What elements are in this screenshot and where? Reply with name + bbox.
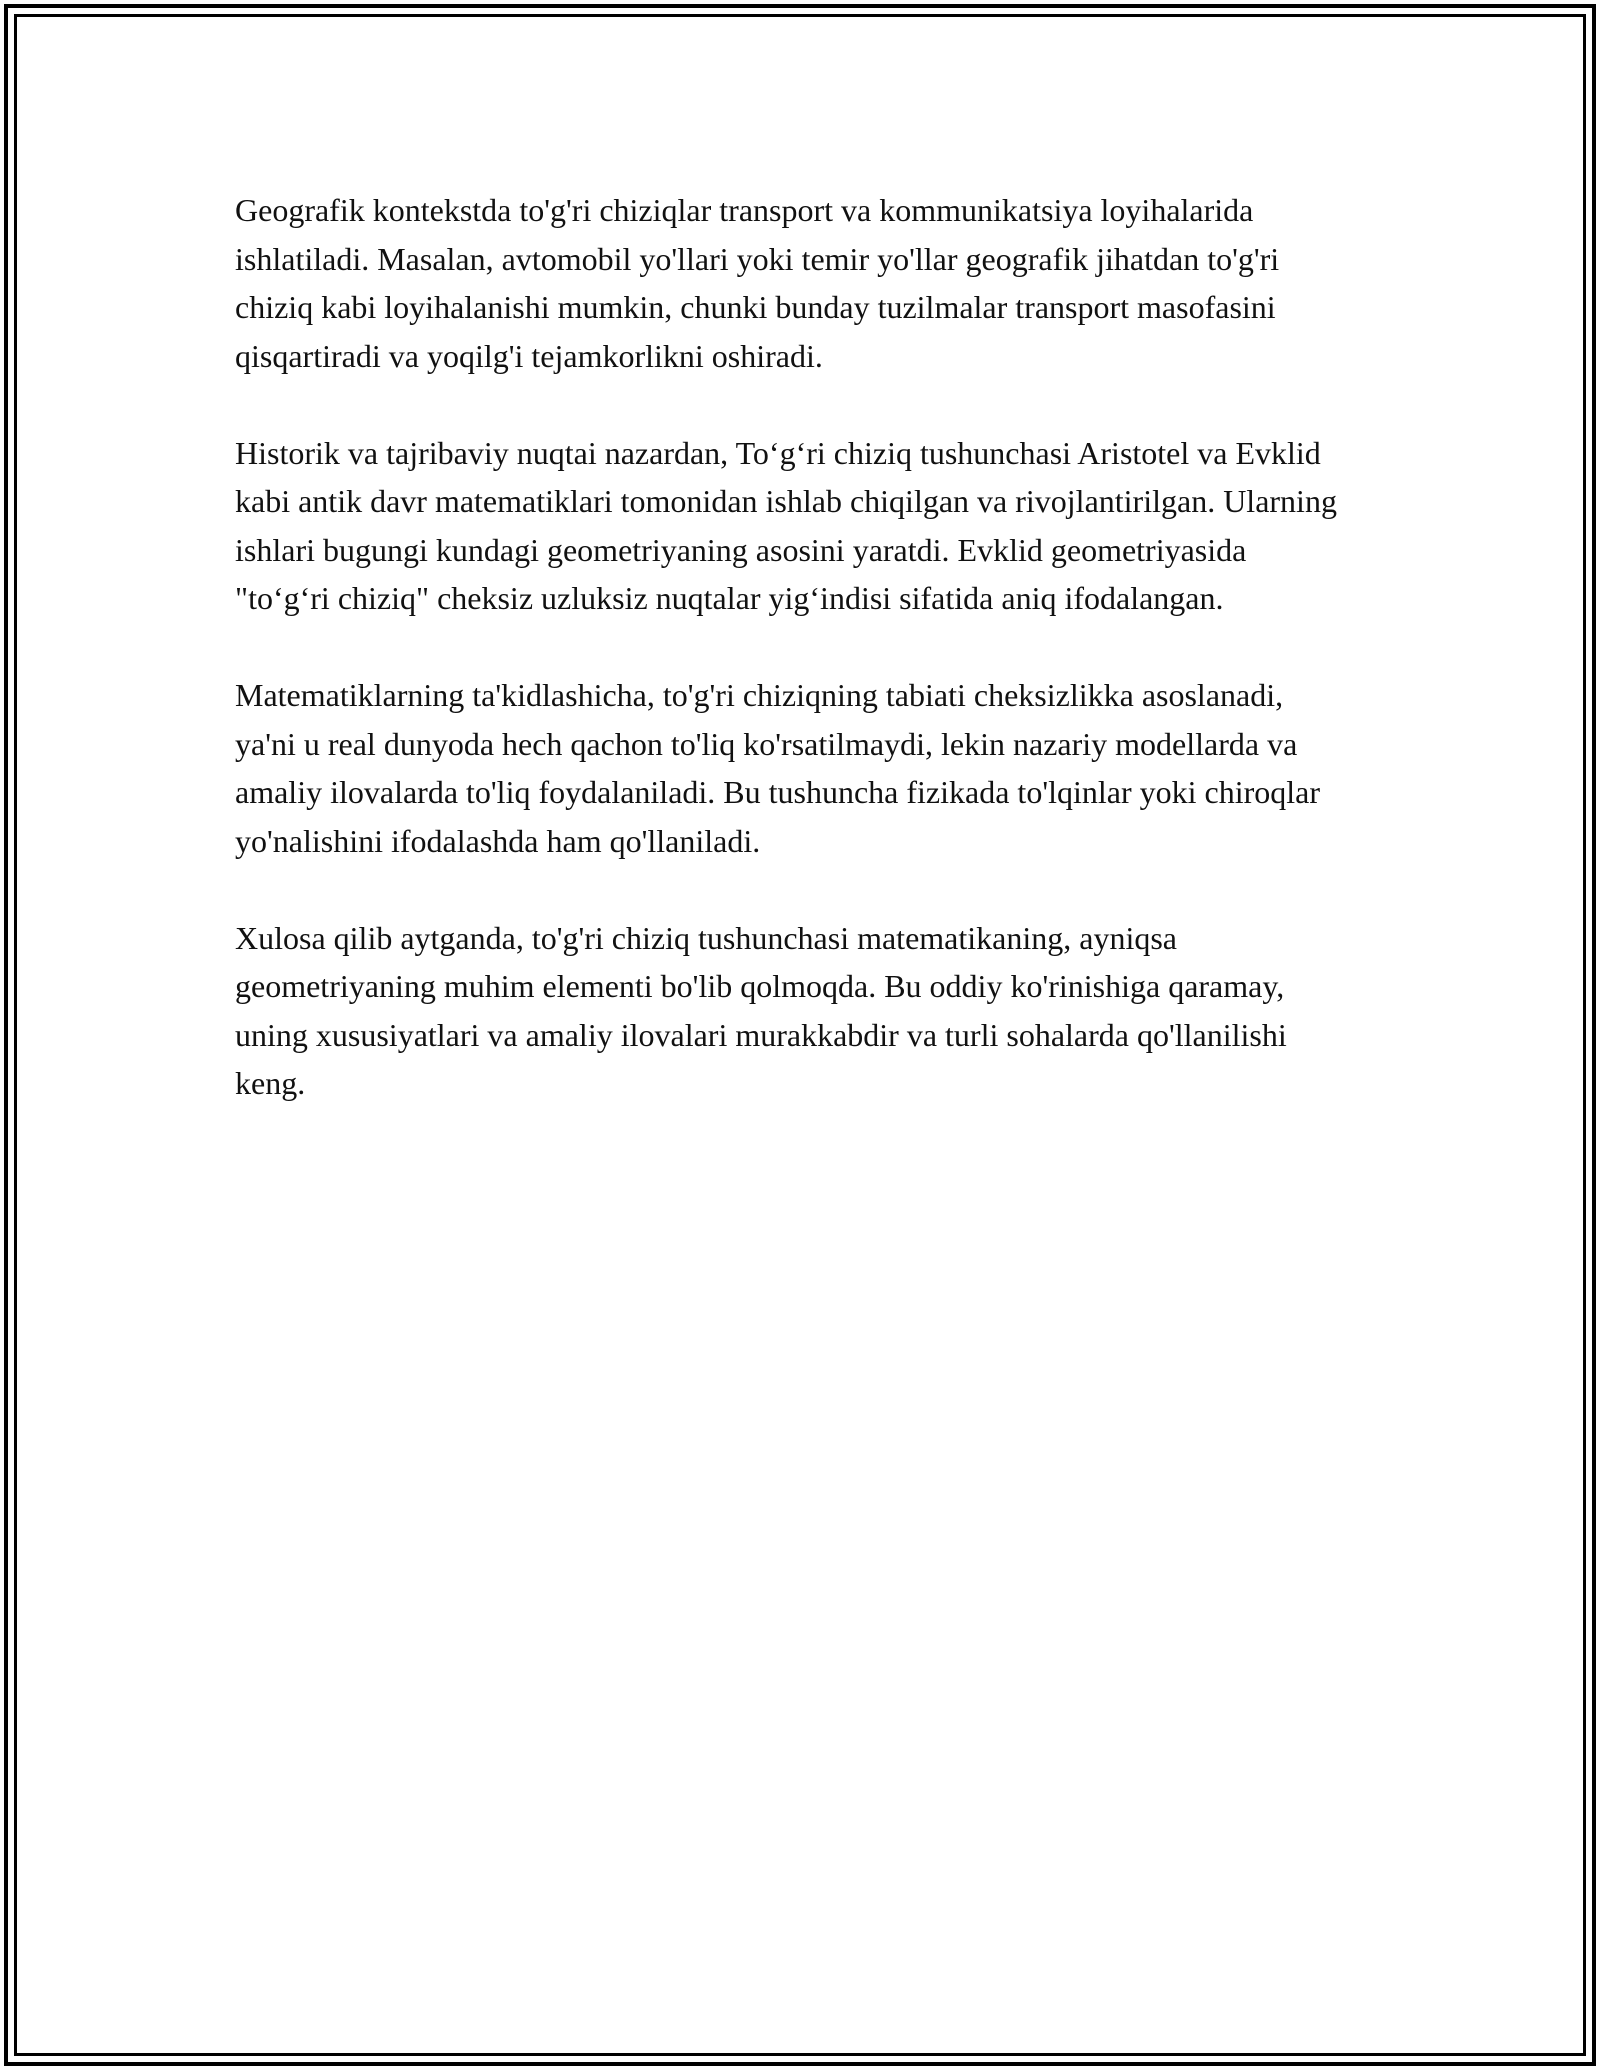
paragraph-geography: Geografik kontekstda to'g'ri chiziqlar transport va kommunikatsiya loyihalarida ishlatiladi. Masalan, avtomobil yo'llari yoki temir yo'llar geografik jihatdan to'g'ri chiziq kabi loyihalanishi mumkin, chunki bunday tuzilmalar transport masofasini qisqartiradi va yoqilg'i tejamkorlikni oshiradi. <box>235 192 1280 374</box>
document-body <box>235 186 1345 1156</box>
paragraph-conclusion: Xulosa qilib aytganda, to'g'ri chiziq tushunchasi matematikaning, ayniqsa geometriyaning muhim elementi bo'lib qolmoqda. Bu oddiy ko'rinishiga qaramay, uning xususiyatlari va amaliy ilovalari murakkabdir va turli sohalarda qo'llanilishi keng. <box>235 919 1287 1101</box>
paragraph-mathematics: Matematiklarning ta'kidlashicha, to'g'ri chiziqning tabiati cheksizlikka asoslanadi, ya'ni u real dunyoda hech qachon to'liq ko'rsatilmaydi, lekin nazariy modellarda va amaliy ilovalarda to'liq foydalaniladi. Bu tushuncha fizikada to'lqinlar yoki chiroqlar yo'nalishini ifodalashda ham qo'llaniladi. <box>235 677 1320 859</box>
paragraph-history: Historik va tajribaviy nuqtai nazardan, To‘g‘ri chiziq tushunchasi Aristotel va Evklid kabi antik davr matematiklari tomonidan ishlab chiqilgan va rivojlantirilgan. Ularning ishlari bugungi kundagi geometriyaning asosini yaratdi. Evklid geometriyasida "to‘g‘ri chiziq" cheksiz uzluksiz nuqtalar yig‘indisi sifatida aniq ifodalangan. <box>235 434 1337 616</box>
